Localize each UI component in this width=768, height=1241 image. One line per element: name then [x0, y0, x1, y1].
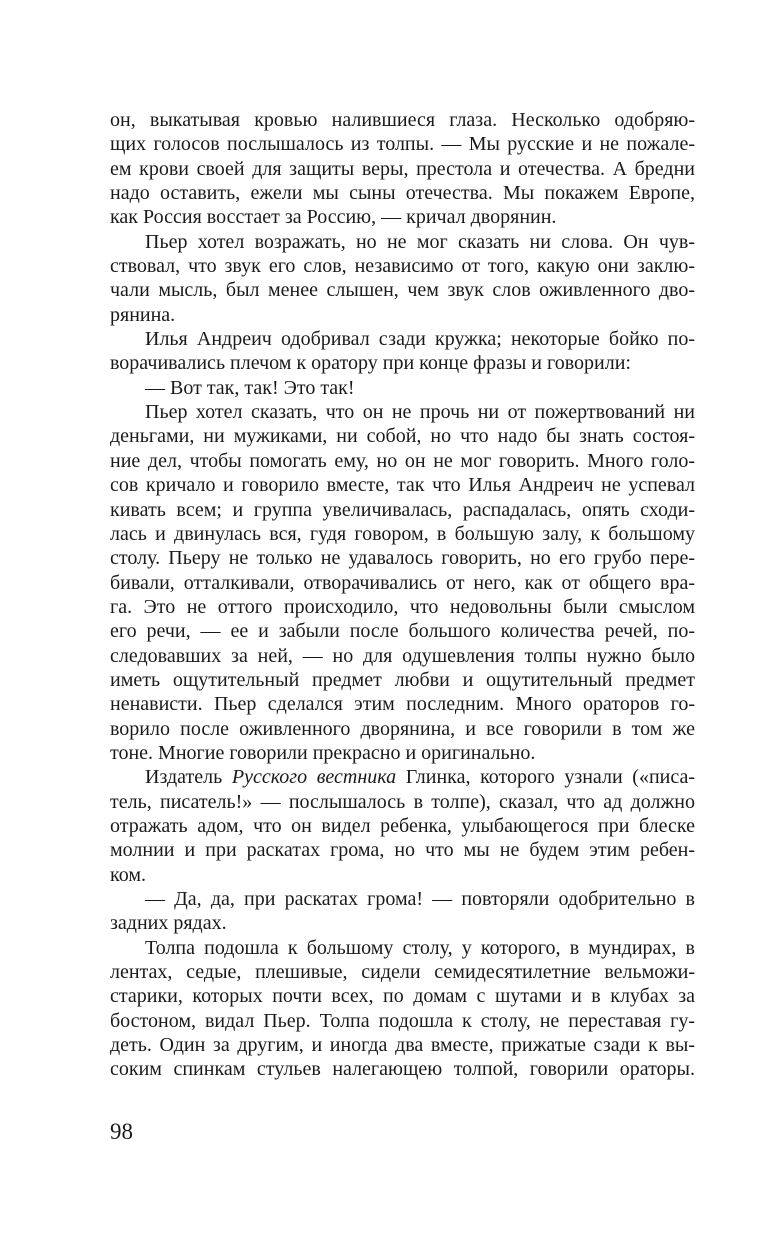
text-line: ние дел, чтобы помогать ему, но он не мог говорить. Много голо-: [110, 449, 695, 472]
text-line: следовавших за ней, — но для одушевления толпы нужно было: [110, 644, 695, 667]
text-line: задних рядах.: [110, 912, 227, 935]
text-line: тоне. Многие говорили прекрасно и оригинально.: [110, 741, 536, 764]
text-line: Илья Андреич одобривал сзади кружка; некоторые бойко по-: [145, 328, 695, 351]
text-line: [110, 765, 695, 789]
page-number: 98: [110, 1119, 133, 1144]
text-line: деть. Один за другим, и иногда два вместе, прижатые сзади к вы-: [110, 1034, 695, 1057]
text-line: га. Это не оттого происходило, что недовольны были смыслом: [110, 595, 695, 618]
text-line: старики, которых почти всех, по домам с шутами и в клубах за: [110, 985, 695, 1008]
text-line: ворачивались плечом к оратору при конце фразы и говорили:: [110, 352, 631, 375]
text-line: лентах, седые, плешивые, сидели семидесятилетние вельможи-: [110, 961, 695, 984]
text-line: — Да, да, при раскатах грома! — повторяли одобрительно в: [145, 888, 695, 910]
text-line: иметь ощутительный предмет любви и ощутительный предмет: [110, 668, 695, 691]
italic-title: Русского вестника: [231, 766, 397, 789]
text-line: тель, писатель!» — послышалось в толпе), сказал, что ад должно: [110, 790, 695, 813]
text-line: деньгами, ни мужиками, ни собой, но что надо бы знать состоя-: [110, 425, 695, 448]
text-line: отражать адом, что он видел ребенка, улыбающегося при блеске: [110, 814, 695, 837]
text-line: Пьер хотел возражать, но не мог сказать ни слова. Он чув-: [145, 230, 695, 253]
text-line: он, выкатывая кровью налившиеся глаза. Несколько одобряю-: [110, 109, 695, 131]
text-line: ненависти. Пьер сделался этим последним. Много ораторов го-: [110, 693, 695, 716]
text-line: бостоном, видал Пьер. Толпа подошла к столу, не переставая гу-: [110, 1009, 695, 1032]
text-line: — Вот так, так! Это так!: [145, 376, 355, 399]
text-segment: Издатель: [145, 766, 232, 789]
text-line: ворило после оживленного дворянина, и все говорили в том же: [110, 717, 695, 740]
text-line: Толпа подошла к большому столу, у которого, в мундирах, в: [145, 936, 695, 959]
text-line: соким спинкам стульев налегающею толпой, говорили ораторы.: [110, 1058, 695, 1081]
text-line: как Россия восстает за Россию, — кричал дворянин.: [110, 206, 557, 229]
text-line: рянина.: [110, 303, 176, 326]
text-line: столу. Пьеру не только не удавалось говорить, но его грубо пере-: [110, 547, 695, 570]
text-line: молнии и при раскатах грома, но что мы не будем этим ребен-: [110, 839, 695, 862]
text-line: ком.: [110, 863, 146, 886]
text-line: бивали, отталкивали, отворачивались от него, как от общего вра-: [110, 571, 695, 594]
text-line: щих голосов послышалось из толпы. — Мы русские и не пожале-: [110, 133, 695, 156]
text-line: сов кричало и говорило вместе, так что Илья Андреич не успевал: [110, 474, 695, 497]
text-line: надо оставить, ежели мы сыны отечества. Мы покажем Европе,: [110, 182, 695, 205]
text-line: Пьер хотел сказать, что он не прочь ни от пожертвований ни: [145, 401, 695, 424]
text-line: ствовал, что звук его слов, независимо от того, какую они заклю-: [110, 255, 695, 278]
text-line: лась и двинулась вся, гудя говором, в большую залу, к большому: [110, 522, 695, 545]
text-line: чали мысль, был менее слышен, чем звук слов оживленного дво-: [110, 279, 695, 302]
text-line: кивать всем; и группа увеличивалась, распадалась, опять сходи-: [110, 498, 695, 521]
text-segment: Глинка, которого узнали («писа-: [396, 766, 696, 789]
text-line: ем крови своей для защиты веры, престола и отечества. А бредни: [110, 157, 695, 180]
text-line: его речи, — ее и забыли после большого количества речей, по-: [110, 620, 695, 643]
body-text: [110, 108, 695, 1082]
